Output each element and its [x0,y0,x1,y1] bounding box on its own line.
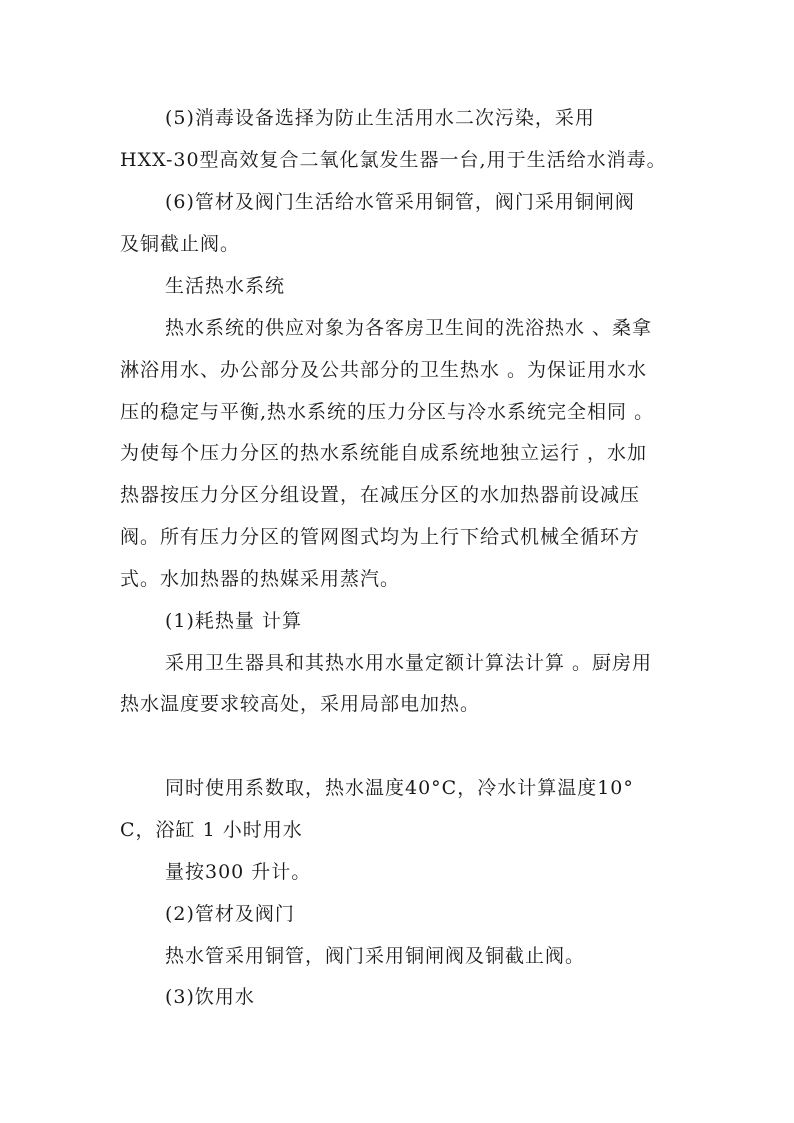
text-line: 热水系统的供应对象为各客房卫生间的洗浴热水 、桑拿 [165,317,653,339]
text-line: 式。水加热器的热媒采用蒸汽。 [120,568,401,590]
text-line: 压的稳定与平衡,热水系统的压力分区与冷水系统完全相同 。 [120,401,655,423]
text-line: 量按300 升计。 [165,861,312,883]
text-line-pipes-valves: (6)管材及阀门生活给水管采用铜管，阀门采用铜闸阀 [165,191,635,213]
text-line: C，浴缸 1 小时用水 [120,819,303,841]
subheading-drinking-water: (3)饮用水 [165,986,255,1008]
text-line: 热水温度要求较高处，采用局部电加热。 [120,693,481,715]
text-line: 为使每个压力分区的热水系统能自成系统地独立运行 ，水加 [120,442,648,464]
text-line: 同时使用系数取，热水温度40°C，冷水计算温度10° [165,777,634,799]
text-line-generator: HXX-30型高效复合二氧化氯发生器一台,用于生活给水消毒。 [120,149,667,171]
subheading-heat-consumption: (1)耗热量 计算 [165,610,302,632]
section-heading-hot-water-system: 生活热水系统 [165,275,286,297]
text-line: 阀。所有压力分区的管网图式均为上行下给式机械全循环方 [120,526,641,548]
text-line-stop-valve: 及铜截止阀。 [120,233,241,255]
text-line: 热器按压力分区分组设置，在减压分区的水加热器前设减压 [120,484,641,506]
text-line: 热水管采用铜管，阀门采用铜闸阀及铜截止阀。 [165,945,586,967]
text-line: 采用卫生器具和其热水用水量定额计算法计算 。厨房用 [165,652,653,674]
text-line-disinfection-equipment: (5)消毒设备选择为防止生活用水二次污染，采用 [165,107,595,129]
subheading-pipes-valves: (2)管材及阀门 [165,903,295,925]
text-line: 淋浴用水、办公部分及公共部分的卫生热水 。为保证用水水 [120,359,648,381]
